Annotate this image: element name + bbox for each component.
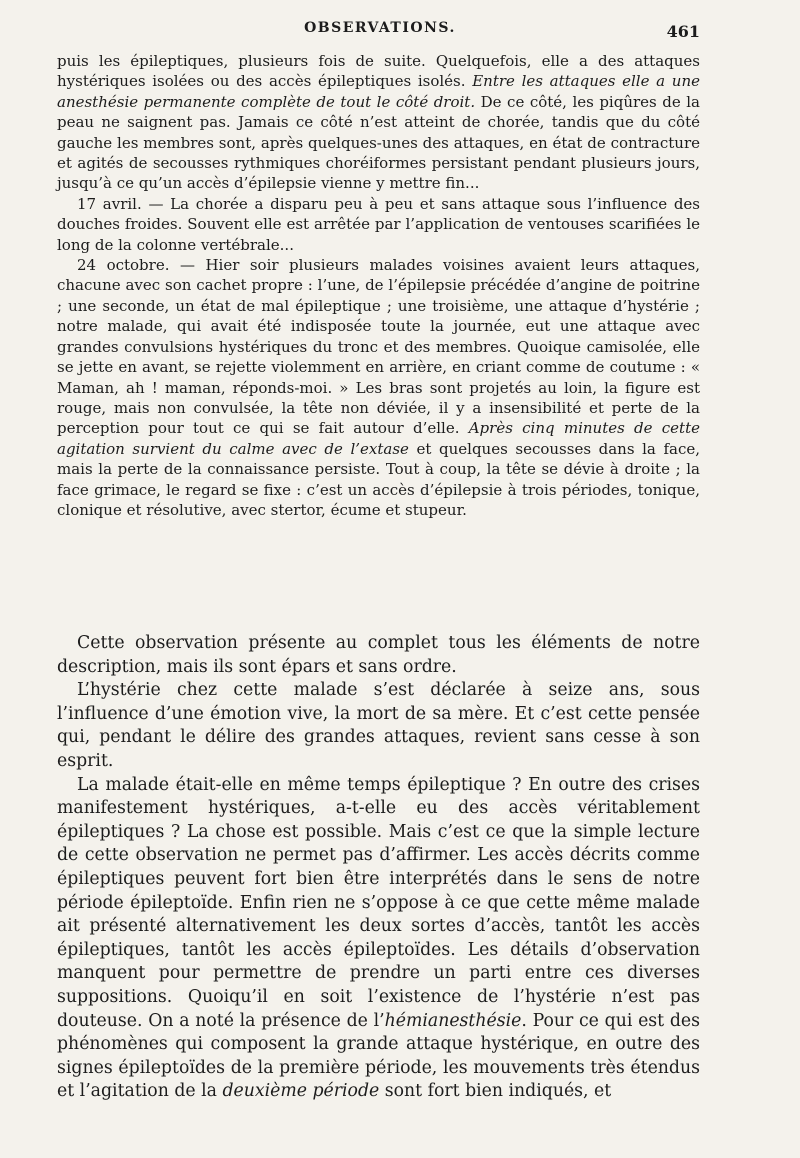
text-run: 24 octobre. — Hier soir plusieurs malades voisines avaient leurs attaques, chacune avec son cachet propre : l’une, de l’épilepsie précédée d’angine de poitrine ; une seconde, un état de mal épileptique ; une troisième, une attaque d’hystérie ; notre malade, qui avait été indisposée toute la journée, eut une attaque avec grandes convulsions hystériques du tronc et des membres. Quoique camisolée, elle se jette en avant, se rejette violemment en arrière, en criant comme de coutume : « Maman, ah ! maman, réponds-moi. » Les bras sont projetés au loin, la figure est rouge, mais non convulsée, la tête non déviée, il y a insensibilité et perte de la perception pour tout ce qui se fait autour d’elle. bbox=[57, 256, 700, 438]
observation-paragraph: 17 avril. — La chorée a disparu peu à peu et sans attaque sous l’influence des douches froides. Souvent elle est arrêtée par l’application de ventouses scarifiées le long de la colonne vertébrale... bbox=[57, 194, 700, 254]
commentary-paragraph: Cette observation présente au complet tous les éléments de notre description, mais ils sont épars et sans ordre. bbox=[57, 633, 700, 677]
page-number: 461 bbox=[666, 22, 700, 41]
commentary-paragraph bbox=[57, 774, 700, 1104]
italic-text-run: Après cinq minutes de cette agitation survient du calme avec de l’extase bbox=[57, 419, 700, 458]
observation-text bbox=[57, 51, 700, 520]
observation-paragraph bbox=[57, 51, 700, 194]
italic-text-run: deuxième période bbox=[222, 1081, 380, 1102]
commentary-text bbox=[57, 632, 700, 1104]
running-title: OBSERVATIONS. bbox=[304, 20, 456, 36]
observation-paragraph bbox=[57, 255, 700, 520]
text-run: sont fort bien indiqués, et bbox=[379, 1081, 612, 1102]
italic-text-run: Entre les attaques elle a une anesthésie permanente complète de tout le côté droit. bbox=[57, 72, 700, 111]
italic-text-run: hémianesthésie bbox=[384, 1010, 522, 1031]
text-run: La malade était-elle en même temps épileptique ? En outre des crises manifestement hystériques, a-t-elle eu des accès véritablement épileptiques ? La chose est possible. Mais c’est ce que la simple lecture de cette observation ne permet pas d’affirmer. Les accès décrits comme épileptiques peuvent fort bien être interprétés dans le sens de notre période épileptoïde. Enfin rien ne s’oppose à ce que cette même malade ait présenté alternativement les deux sortes d’accès, tantôt les accès épileptiques, tantôt les accès épileptoïdes. Les détails d’observation manquent pour permettre de prendre un parti entre ces diverses suppositions. Quoiqu’il en soit l’existence de l’hystérie n’est pas douteuse. On a noté la présence de l’ bbox=[57, 774, 700, 1031]
text-run: et quelques secousses dans la face, mais la perte de la connaissance persiste. Tout à coup, la tête se dévie à droite ; la face grimace, le regard se fixe : c’est un accès d’épilepsie à trois périodes, tonique, clonique et résolutive, avec stertor, écume et stupeur. bbox=[57, 439, 700, 519]
text-run: De ce côté, les piqûres de la peau ne saignent pas. Jamais ce côté n’est atteint de chorée, tandis que du côté gauche les membres sont, après quelques-unes des attaques, en état de contracture et agités de secousses rythmiques choréiformes persistant pendant plusieurs jours, jusqu’à ce qu’un accès d’épilepsie vienne y mettre fin... bbox=[57, 92, 700, 193]
text-run: puis les épileptiques, plusieurs fois de suite. Quelquefois, elle a des attaques hystériques isolées ou des accès épileptiques isolés. bbox=[57, 52, 700, 91]
running-head bbox=[60, 20, 700, 46]
commentary-paragraph: L’hystérie chez cette malade s’est déclarée à seize ans, sous l’influence d’une émotion vive, la mort de sa mère. Et c’est cette pensée qui, pendant le délire des grandes attaques, revient sans cesse à son esprit. bbox=[57, 680, 700, 771]
text-run: . Pour ce qui est des phénomènes qui composent la grande attaque hystérique, en outre des signes épileptoïdes de la première période, les mouvements très étendus et l’agitation de la bbox=[57, 1010, 700, 1102]
